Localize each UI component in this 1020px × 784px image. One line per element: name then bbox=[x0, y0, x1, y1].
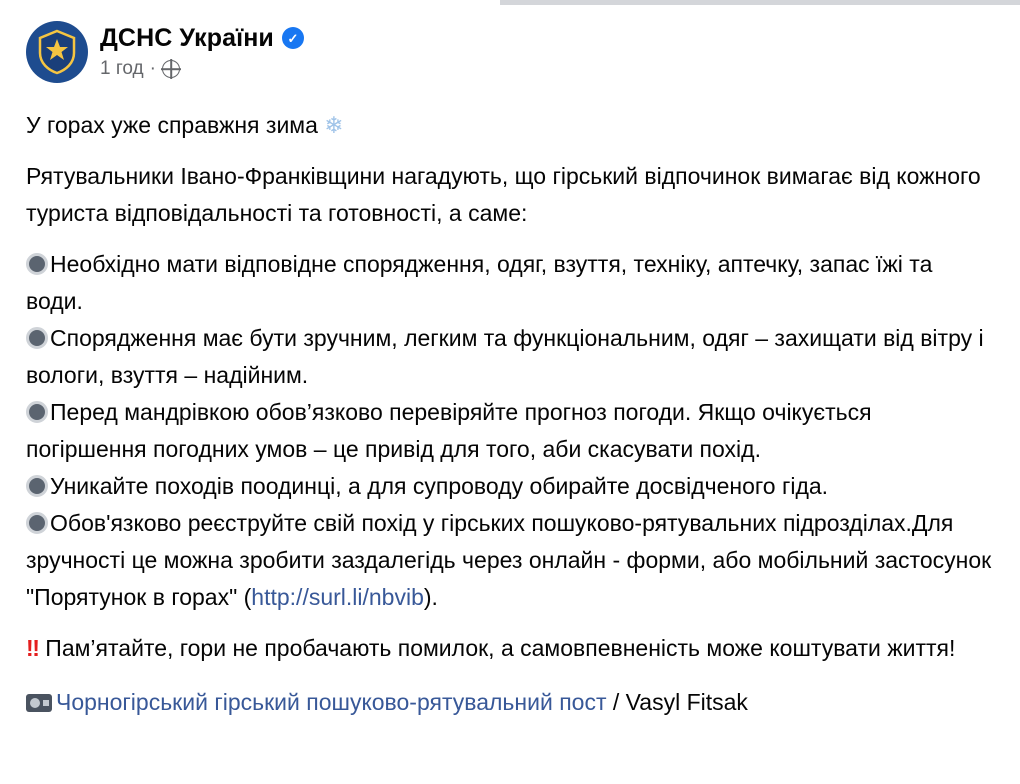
footer-author: Vasyl Fitsak bbox=[625, 689, 748, 715]
list-item bbox=[26, 468, 994, 505]
post-footer bbox=[26, 685, 994, 719]
bullet-dot-icon bbox=[26, 253, 48, 275]
post-body bbox=[26, 107, 994, 719]
list-item-text-after-link: ). bbox=[423, 584, 438, 610]
avatar[interactable] bbox=[26, 21, 88, 83]
bullet-dot-icon bbox=[26, 512, 48, 534]
list-item bbox=[26, 320, 994, 394]
author-row bbox=[100, 23, 304, 53]
author-block bbox=[100, 21, 304, 81]
list-item-text: Уникайте походів поодинці, а для супроводу обирайте досвідченого гіда. bbox=[50, 473, 829, 499]
list-item-text-before-link: Обов'язково реєструйте свій похід у гірських пошуково-рятувальних підрозділах.Для зручності це можна зробити заздалегідь через онлайн - форми, або мобільний застосунок "Порятунок в горах" ( bbox=[26, 510, 992, 610]
bullet-list bbox=[26, 246, 994, 616]
globe-icon[interactable] bbox=[162, 60, 180, 78]
bullet-dot-icon bbox=[26, 327, 48, 349]
dsns-emblem-icon bbox=[37, 29, 77, 75]
footer-separator: / bbox=[606, 689, 626, 715]
bullet-dot-icon bbox=[26, 401, 48, 423]
top-strip-grey-segment bbox=[500, 0, 1020, 5]
post-intro bbox=[26, 107, 994, 144]
list-item bbox=[26, 246, 994, 320]
post-meta bbox=[100, 57, 304, 81]
meta-separator: · bbox=[149, 58, 156, 79]
post-timestamp[interactable]: 1 год bbox=[100, 58, 144, 79]
registration-link[interactable]: http://surl.li/nbvib bbox=[251, 584, 424, 610]
source-page-link[interactable]: Чорногірський гірський пошуково-рятувальний пост bbox=[56, 689, 607, 715]
camera-icon bbox=[26, 694, 52, 712]
list-item-text: Перед мандрівкою обов’язково перевіряйте прогноз погоди. Якщо очікується погіршення погодних умов – це привід для того, аби скасувати похід. bbox=[26, 399, 872, 462]
list-item-text: Спорядження має бути зручним, легким та функціональним, одяг – захищати від вітру і вологи, взуття – надійним. bbox=[26, 325, 984, 388]
post-warning-text: Пам’ятайте, гори не пробачають помилок, а самовпевненість може коштувати життя! bbox=[45, 635, 956, 661]
double-exclamation-icon: ‼ bbox=[26, 635, 39, 661]
list-item-text: Необхідно мати відповідне спорядження, одяг, взуття, техніку, аптечку, запас їжі та води. bbox=[26, 251, 933, 314]
author-name[interactable]: ДСНС України bbox=[100, 24, 274, 52]
window-top-strip bbox=[0, 0, 1020, 7]
verified-badge-icon: ✓ bbox=[282, 27, 304, 49]
post-warning bbox=[26, 630, 994, 667]
list-item-with-link bbox=[26, 505, 994, 616]
post-intro-text: У горах уже справжня зима bbox=[26, 112, 325, 138]
snowflake-icon: ❄ bbox=[324, 112, 344, 138]
list-item bbox=[26, 394, 994, 468]
post-lead: Рятувальники Івано-Франківщини нагадують, що гірський відпочинок вимагає від кожного туриста відповідальності та готовності, а саме: bbox=[26, 163, 981, 226]
bullet-dot-icon bbox=[26, 475, 48, 497]
post-header bbox=[26, 21, 994, 97]
facebook-post bbox=[0, 7, 1020, 719]
